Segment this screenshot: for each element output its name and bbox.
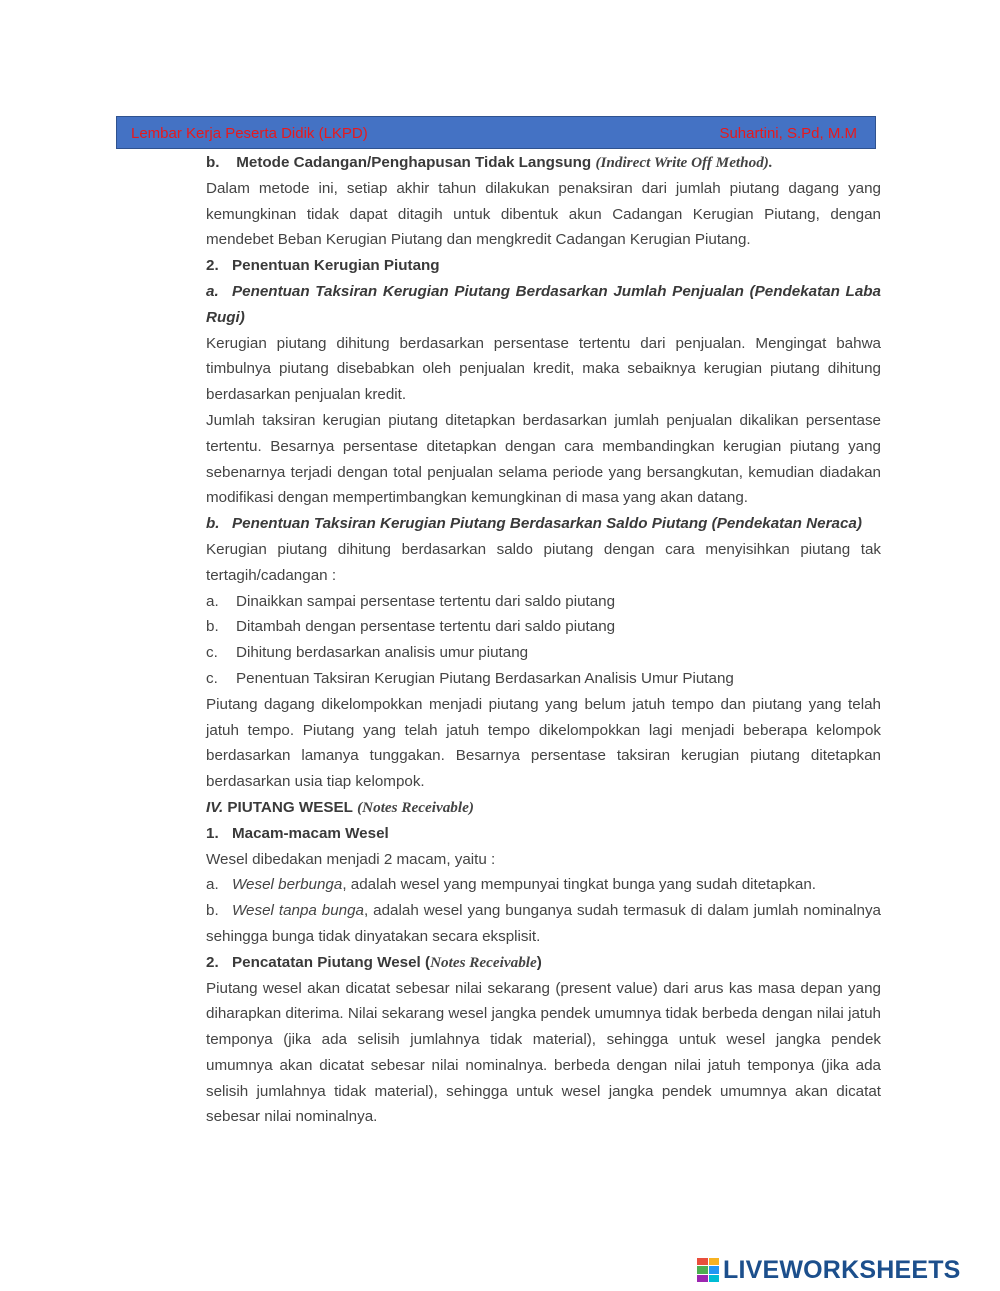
page-header-banner [116, 116, 876, 149]
heading-indirect-method: b. Metode Cadangan/Penghapusan Tidak Langsung (Indirect Write Off Method). [206, 154, 773, 171]
list-item: a. Dinaikkan sampai persentase tertentu dari saldo piutang [206, 592, 616, 610]
heading-pencatatan-wesel: 2. Pencatatan Piutang Wesel (Notes Receivable) [206, 953, 542, 971]
heading-macam-wesel: 1. Macam-macam Wesel [206, 824, 389, 842]
paragraph-laba-rugi-2: Jumlah taksiran kerugian piutang ditetapkan berdasarkan jumlah penjualan dikalikan persentase tertentu. Besarnya persentase ditetapkan dengan cara membandingkan kerugian piutang yang sebenarnya terjadi dengan total penjualan selama periode yang bersangkutan, kemudian diadakan modifikasi dengan mempertimbangkan kemungkinan di masa yang akan datang. [206, 411, 881, 507]
paragraph-analisis-umur: Piutang dagang dikelompokkan menjadi piutang yang belum jatuh tempo dan piutang yang telah jatuh tempo. Piutang yang telah jatuh tempo dikelompokkan lagi menjadi beberapa kelompok berdasarkan lamanya tunggakan. Besarnya persentase taksiran kerugian piutang ditetapkan berdasarkan usia tiap kelompok. [206, 695, 881, 791]
paragraph-neraca: Kerugian piutang dihitung berdasarkan saldo piutang dengan cara menyisihkan piutang tak tertagih/cadangan : [206, 540, 881, 584]
list-neraca-methods [206, 589, 881, 692]
document-body [206, 150, 881, 1130]
paragraph-laba-rugi-1: Kerugian piutang dihitung berdasarkan persentase tertentu dari penjualan. Mengingat bahwa timbulnya piutang disebabkan oleh penjualan kredit, maka sebaiknya kerugian piutang dihitung berdasarkan penjualan kredit. [206, 334, 881, 404]
liveworksheets-watermark [697, 1255, 961, 1285]
heading-penentuan-kerugian: 2. Penentuan Kerugian Piutang [206, 257, 440, 275]
header-author: Suhartini, S.Pd, M.M [719, 125, 857, 142]
header-title: Lembar Kerja Peserta Didik (LKPD) [131, 125, 368, 142]
paragraph-pencatatan-wesel: Piutang wesel akan dicatat sebesar nilai sekarang (present value) dari arus kas masa depan yang diharapkan diterima. Nilai sekarang wesel jangka pendek umumnya tidak berbeda dengan nilai jatuh temponya (jika ada selisih jumlahnya tidak material), sehingga untuk wesel jangka pendek umumnya akan dicatat sebesar nilai nominalnya. berbeda dengan nilai jatuh temponya (jika ada selisih jumlahnya tidak material), sehingga untuk wesel jangka pendek umumnya akan dicatat sebesar nilai nominalnya. [206, 979, 881, 1126]
heading-piutang-wesel: IV. PIUTANG WESEL (Notes Receivable) [206, 798, 474, 816]
list-wesel-types [206, 872, 881, 949]
list-item: b. Wesel tanpa bunga, adalah wesel yang bunganya sudah termasuk di dalam jumlah nominalnya sehingga bunga tidak dinyatakan secara eksplisit. [206, 902, 881, 945]
heading-pendekatan-neraca: b. Penentuan Taksiran Kerugian Piutang Berdasarkan Saldo Piutang (Pendekatan Neraca) [206, 515, 862, 533]
paragraph-macam-wesel: Wesel dibedakan menjadi 2 macam, yaitu : [206, 850, 496, 868]
paragraph-indirect-method: Dalam metode ini, setiap akhir tahun dilakukan penaksiran dari jumlah piutang dagang yang kemungkinan tidak dapat ditagih untuk dibentuk akun Cadangan Kerugian Piutang, dengan mendebet Beban Kerugian Piutang dan mengkredit Cadangan Kerugian Piutang. [206, 179, 881, 249]
watermark-text: LIVEWORKSHEETS [723, 1255, 961, 1284]
list-item: c. Penentuan Taksiran Kerugian Piutang Berdasarkan Analisis Umur Piutang [206, 669, 734, 687]
liveworksheets-logo-icon [697, 1258, 719, 1282]
list-item: a. Wesel berbunga, adalah wesel yang mempunyai tingkat bunga yang sudah ditetapkan. [206, 876, 816, 894]
heading-pendekatan-laba-rugi: a. Penentuan Taksiran Kerugian Piutang Berdasarkan Jumlah Penjualan (Pendekatan Laba Rugi) [206, 282, 881, 326]
list-item: c. Dihitung berdasarkan analisis umur piutang [206, 644, 529, 662]
list-item: b. Ditambah dengan persentase tertentu dari saldo piutang [206, 618, 616, 636]
